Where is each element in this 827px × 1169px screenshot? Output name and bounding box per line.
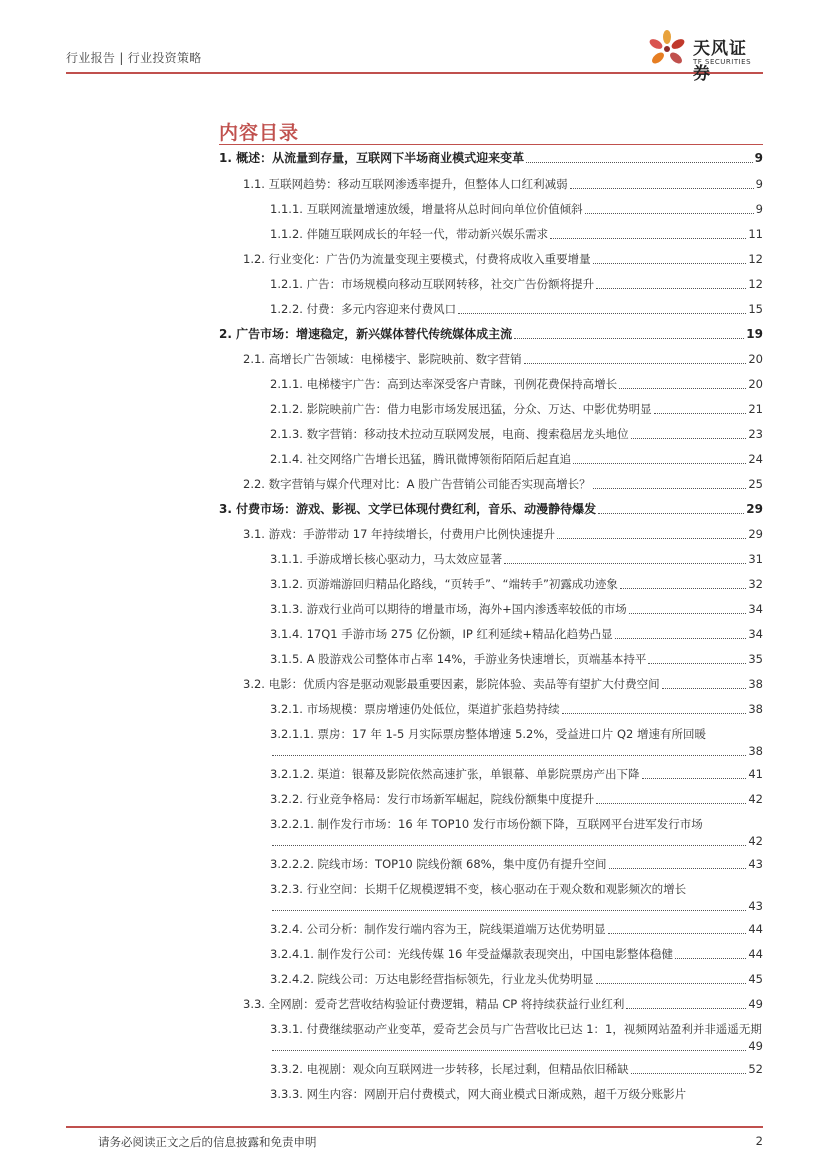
company-logo: [645, 28, 763, 84]
toc-entry-number: 1.: [219, 151, 237, 165]
toc-entry-1[interactable]: [219, 150, 763, 167]
toc-entry-number: 3.2.4.: [270, 922, 307, 936]
toc-entry-page: 19: [746, 327, 763, 341]
toc-entry-number: 2.1.3.: [270, 427, 307, 441]
toc-entry-text: 渠道：银幕及影院依然高速扩张，单银幕、单影院票房产出下降: [317, 767, 640, 781]
toc-leader-dots: [620, 587, 746, 589]
toc-entry-text: 制作发行市场：16 年 TOP10 发行市场份额下降，互联网平台进军发行市场: [317, 817, 703, 831]
toc-leader-dots: [631, 1072, 747, 1074]
toc-entry-text: 网生内容：网剧开启付费模式，网大商业模式日渐成熟，超千万级分账影片: [306, 1087, 687, 1101]
toc-entry-number: 3.1.1.: [270, 552, 307, 566]
toc-entry-page: 31: [748, 552, 763, 566]
toc-leader-dots: [626, 1007, 746, 1009]
toc-entry-number: 1.2.2.: [270, 302, 307, 316]
toc-entry-text: 页游端游回归精品化路线，“页转手”、“端转手”初露成功迹象: [306, 577, 618, 591]
toc-entry-page: 29: [746, 502, 763, 516]
toc-leader-dots: [596, 287, 746, 289]
toc-entry-page: 12: [748, 277, 763, 291]
toc-entry-2-1-1[interactable]: [270, 376, 763, 393]
toc-entry-2[interactable]: [219, 326, 763, 343]
toc-entry-text: 高增长广告领域：电梯楼宇、影院映前、数字营销: [268, 352, 522, 366]
toc-entry-number: 3.1.2.: [270, 577, 307, 591]
toc-leader-dots: [596, 982, 747, 984]
footer-disclaimer: 请务必阅读正文之后的信息披露和免责申明: [98, 1135, 317, 1149]
toc-entry-1-1-1[interactable]: [270, 201, 763, 218]
toc-entry-text: 行业变化：广告仍为流量变现主要模式，付费将成收入重要增量: [268, 252, 591, 266]
toc-entry-text: 电视剧：观众向互联网进一步转移，长尾过剩，但精品依旧稀缺: [306, 1062, 629, 1076]
toc-entry-page: 38: [748, 677, 763, 691]
toc-entry-text: 付费市场：游戏、影视、文学已体现付费红利，音乐、动漫静待爆发: [236, 502, 597, 516]
toc-entry-number: 1.1.: [243, 177, 269, 191]
toc-entry-page: 34: [748, 627, 763, 641]
toc-leader-dots: [593, 262, 747, 264]
toc-entry-3-1-2[interactable]: [270, 576, 763, 593]
toc-leader-dots: [557, 537, 746, 539]
toc-entry-3-2[interactable]: [243, 676, 763, 693]
toc-entry-1-1[interactable]: [243, 176, 763, 193]
toc-leader-dots: [504, 562, 746, 564]
toc-entry-page: 43: [748, 899, 763, 913]
toc-entry-number: 3.2.1.: [270, 702, 307, 716]
toc-entry-number: 3.2.2.1.: [270, 817, 318, 831]
toc-entry-page: 44: [748, 922, 763, 936]
toc-entry-2-1-2[interactable]: [270, 401, 763, 418]
toc-entry-page: 25: [748, 477, 763, 491]
toc-entry-3-2-4[interactable]: [270, 921, 763, 938]
toc-entry-page: 35: [748, 652, 763, 666]
toc-entry-3[interactable]: [219, 501, 763, 518]
toc-leader-dots: [608, 932, 747, 934]
toc-entry-number: 3.3.3.: [270, 1087, 307, 1101]
toc-entry-page: 9: [755, 177, 763, 191]
footer-rule: [66, 1126, 763, 1128]
toc-leader-dots: [593, 487, 747, 489]
toc-entry-number: 2.2.: [243, 477, 269, 491]
toc-entry-3-1[interactable]: [243, 526, 763, 543]
toc-entry-3-2-2-1[interactable]: [270, 816, 763, 850]
toc-entry-text: 行业竞争格局：发行市场新军崛起，院线份额集中度提升: [306, 792, 595, 806]
toc-entry-3-2-1-1[interactable]: [270, 726, 763, 760]
toc-entry-page: 20: [748, 377, 763, 391]
toc-entry-3-1-4[interactable]: [270, 626, 763, 643]
toc-entry-3-2-2[interactable]: [270, 791, 763, 808]
toc-entry-page: 9: [755, 202, 763, 216]
toc-entry-text: 广告：市场规模向移动互联网转移，社交广告份额将提升: [306, 277, 595, 291]
toc-entry-2-2[interactable]: [243, 476, 763, 493]
toc-entry-text: 数字营销与媒介代理对比：A 股广告营销公司能否实现高增长？: [268, 477, 591, 491]
toc-entry-number: 3.1.: [243, 527, 269, 541]
toc-entry-number: 3.2.4.1.: [270, 947, 318, 961]
toc-entry-text: 广告市场：增速稳定，新兴媒体替代传统媒体成主流: [236, 327, 513, 341]
toc-entry-2-1-3[interactable]: [270, 426, 763, 443]
toc-entry-text: 互联网流量增速放缓，增量将从总时间向单位价值倾斜: [306, 202, 583, 216]
toc-entry-3-3[interactable]: [243, 996, 763, 1013]
toc-entry-number: 1.2.: [243, 252, 269, 266]
toc-entry-number: 3.1.5.: [270, 652, 307, 666]
toc-entry-page: 23: [748, 427, 763, 441]
toc-entry-3-2-2-2[interactable]: [270, 856, 763, 873]
toc-entry-page: 44: [748, 947, 763, 961]
toc-entry-page: 43: [748, 857, 763, 871]
toc-leader-dots: [631, 437, 747, 439]
toc-entry-page: 32: [748, 577, 763, 591]
toc-leader-dots: [596, 802, 746, 804]
toc-title: 内容目录: [219, 122, 300, 144]
toc-entry-page: 45: [748, 972, 763, 986]
toc-leader-dots: [642, 777, 747, 779]
toc-entry-number: 3.3.1.: [270, 1022, 307, 1036]
toc-entry-page: 24: [748, 452, 763, 466]
toc-entry-2-1-4[interactable]: [270, 451, 763, 468]
toc-entry-text: 游戏：手游带动 17 年持续增长，付费用户比例快速提升: [268, 527, 556, 541]
toc-leader-dots: [609, 867, 747, 869]
toc-leader-dots: [570, 187, 754, 189]
toc-entry-text: 付费：多元内容迎来付费风口: [306, 302, 457, 316]
toc-leader-dots: [629, 612, 747, 614]
toc-leader-dots: [675, 957, 746, 959]
toc-entry-number: 2.1.1.: [270, 377, 307, 391]
toc-leader-dots: [272, 754, 746, 756]
toc-entry-page: 42: [748, 834, 763, 848]
toc-entry-number: 1.1.1.: [270, 202, 307, 216]
page-number: 2: [755, 1134, 763, 1148]
toc-entry-3-2-3[interactable]: [270, 881, 763, 915]
toc-entry-number: 3.1.4.: [270, 627, 307, 641]
toc-entry-number: 2.: [219, 327, 237, 341]
toc-entry-number: 3.3.2.: [270, 1062, 307, 1076]
toc-leader-dots: [272, 909, 746, 911]
toc-entry-page: 38: [748, 702, 763, 716]
toc-entry-3-1-1[interactable]: [270, 551, 763, 568]
toc-entry-number: 3.3.: [243, 997, 269, 1011]
toc-entry-number: 3.2.3.: [270, 882, 307, 896]
toc-entry-3-3-3[interactable]: [270, 1086, 763, 1103]
toc-entry-text: 制作发行公司：光线传媒 16 年受益爆款表现突出，中国电影整体稳健: [317, 947, 673, 961]
toc-entry-number: 3.2.2.: [270, 792, 307, 806]
toc-entry-text: A 股游戏公司整体市占率 14%，手游业务快速增长，页端基本持平: [306, 652, 647, 666]
toc-entry-text: 互联网趋势：移动互联网渗透率提升，但整体人口红利减弱: [268, 177, 568, 191]
toc-entry-1-2[interactable]: [243, 251, 763, 268]
toc-leader-dots: [573, 462, 746, 464]
toc-entry-text: 概述：从流量到存量，互联网下半场商业模式迎来变革: [236, 151, 525, 165]
toc-leader-dots: [526, 161, 753, 163]
toc-entry-number: 3.2.1.1.: [270, 727, 318, 741]
toc-entry-3-2-1[interactable]: [270, 701, 763, 718]
toc-entry-number: 2.1.: [243, 352, 269, 366]
toc-leader-dots: [662, 687, 747, 689]
toc-entry-text: 17Q1 手游市场 275 亿份额，IP 红利延续+精品化趋势凸显: [306, 627, 613, 641]
logo-subtitle: TF SECURITIES: [693, 58, 752, 66]
toc-entry-text: 手游成增长核心驱动力，马太效应显著: [306, 552, 503, 566]
toc-entry-number: 3.2.2.2.: [270, 857, 318, 871]
toc-leader-dots: [585, 212, 754, 214]
toc-entry-text: 电影：优质内容是驱动观影最重要因素，影院体验、卖品等有望扩大付费空间: [268, 677, 660, 691]
logo-name: 天风证券: [693, 39, 747, 84]
toc-entry-text: 行业空间：长期千亿规模逻辑不变，核心驱动在于观众数和观影频次的增长: [306, 882, 687, 896]
toc-entry-3-2-4-1[interactable]: [270, 946, 763, 963]
toc-entry-number: 3.: [219, 502, 237, 516]
toc-leader-dots: [619, 387, 746, 389]
header-rule: [66, 72, 763, 74]
toc-entry-text: 公司分析：制作发行端内容为王，院线渠道端万达优势明显: [306, 922, 606, 936]
toc-entry-number: 1.1.2.: [270, 227, 307, 241]
toc-entry-page: 29: [748, 527, 763, 541]
toc-entry-number: 3.1.3.: [270, 602, 307, 616]
toc-entry-number: 3.2.: [243, 677, 269, 691]
toc-leader-dots: [550, 237, 746, 239]
toc-entry-page: 42: [748, 792, 763, 806]
toc-entry-text: 数字营销：移动技术拉动互联网发展，电商、搜索稳居龙头地位: [306, 427, 629, 441]
toc-leader-dots: [272, 1049, 746, 1051]
toc-entry-text: 院线公司：万达电影经营指标领先，行业龙头优势明显: [317, 972, 594, 986]
toc-entry-page: 34: [748, 602, 763, 616]
toc-entry-text: 全网剧：爱奇艺营收结构验证付费逻辑，精品 CP 将持续获益行业红利: [268, 997, 625, 1011]
toc-entry-text: 院线市场：TOP10 院线份额 68%，集中度仍有提升空间: [317, 857, 607, 871]
toc-entry-3-1-5[interactable]: [270, 651, 763, 668]
toc-entry-text: 伴随互联网成长的年轻一代，带动新兴娱乐需求: [306, 227, 549, 241]
toc-entry-page: 15: [748, 302, 763, 316]
toc-entry-1-2-1[interactable]: [270, 276, 763, 293]
toc-entry-number: 3.2.4.2.: [270, 972, 318, 986]
toc-leader-dots: [272, 844, 746, 846]
toc-leader-dots: [598, 512, 744, 514]
toc-entry-text: 影院映前广告：借力电影市场发展迅猛，分众、万达、中影优势明显: [306, 402, 652, 416]
toc-entry-page: 11: [748, 227, 763, 241]
toc-entry-3-3-1[interactable]: [270, 1021, 763, 1055]
toc-leader-dots: [458, 312, 746, 314]
toc-entry-page: 49: [748, 1039, 763, 1053]
toc-entry-text: 游戏行业尚可以期待的增量市场，海外+国内渗透率较低的市场: [306, 602, 627, 616]
toc-entry-page: 20: [748, 352, 763, 366]
toc-leader-dots: [648, 662, 746, 664]
toc-entry-page: 9: [754, 151, 763, 165]
toc-entry-page: 38: [748, 744, 763, 758]
toc-entry-3-1-3[interactable]: [270, 601, 763, 618]
toc-entry-page: 12: [748, 252, 763, 266]
toc-entry-text: 社交网络广告增长迅猛，腾讯微博领衔陌陌后起直追: [306, 452, 572, 466]
toc-entry-3-2-1-2[interactable]: [270, 766, 763, 783]
toc-leader-dots: [615, 637, 747, 639]
header-title: 行业报告 | 行业投资策略: [66, 51, 202, 65]
toc-entry-1-1-2[interactable]: [270, 226, 763, 243]
toc-leader-dots: [514, 337, 744, 339]
toc-entry-3-2-4-2[interactable]: [270, 971, 763, 988]
toc-entry-text: 票房：17 年 1-5 月实际票房整体增速 5.2%，受益进口片 Q2 增速有所回暖: [317, 727, 706, 741]
toc-entry-text: 付费继续驱动产业变革，爱奇艺会员与广告营收比已达 1：1，视频网站盈利并非遥遥无期: [306, 1022, 762, 1036]
toc-entry-number: 2.1.4.: [270, 452, 307, 466]
toc-entry-text: 市场规模：票房增速仍处低位，渠道扩张趋势持续: [306, 702, 560, 716]
toc-leader-dots: [562, 712, 747, 714]
toc-entry-page: 21: [748, 402, 763, 416]
flower-petal-logo-icon: [645, 28, 689, 70]
toc-entry-page: 52: [748, 1062, 763, 1076]
toc-entry-1-2-2[interactable]: [270, 301, 763, 318]
toc-entry-page: 49: [748, 997, 763, 1011]
toc-entry-number: 1.2.1.: [270, 277, 307, 291]
toc-entry-text: 电梯楼宇广告：高到达率深受客户青睐，刊例花费保持高增长: [306, 377, 618, 391]
toc-entry-number: 2.1.2.: [270, 402, 307, 416]
toc-title-rule: [219, 144, 763, 145]
toc-entry-page: 41: [748, 767, 763, 781]
toc-leader-dots: [524, 362, 747, 364]
toc-leader-dots: [654, 412, 747, 414]
toc-entry-number: 3.2.1.2.: [270, 767, 318, 781]
toc-entry-3-3-2[interactable]: [270, 1061, 763, 1078]
toc-entry-2-1[interactable]: [243, 351, 763, 368]
